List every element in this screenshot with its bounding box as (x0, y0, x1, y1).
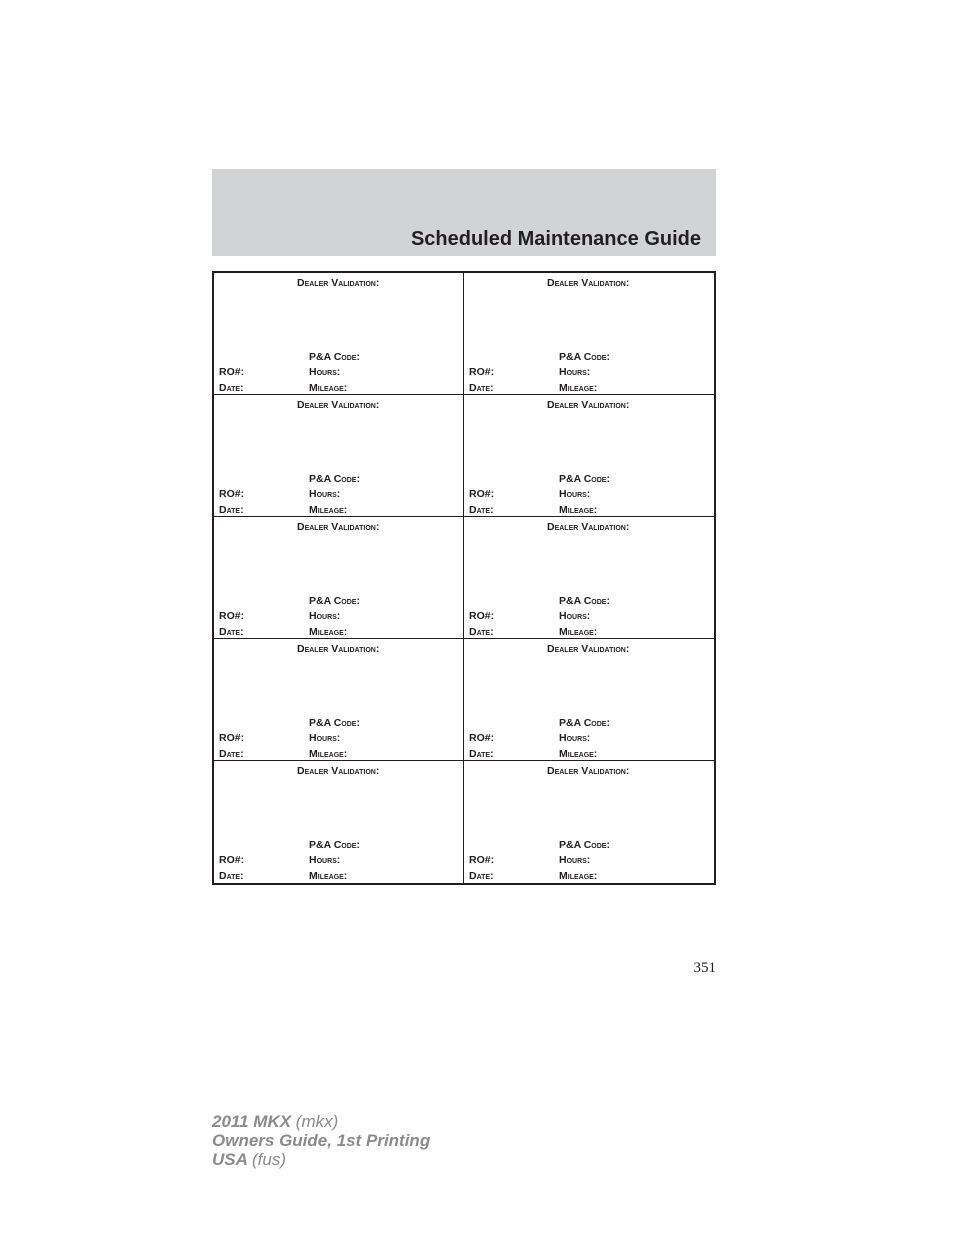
record-cell (464, 395, 714, 517)
record-cell (214, 761, 464, 883)
footer-line-1 (212, 1112, 430, 1131)
record-cell (464, 273, 714, 395)
dealer-validation-label: Dealer Validation: (547, 765, 630, 777)
pa-code-label: P&A Code: (309, 351, 360, 363)
date-label: Date: (469, 626, 494, 638)
footer-guide: Owners Guide, 1st Printing (212, 1131, 431, 1150)
footer-market: USA (212, 1150, 248, 1169)
ro-label: RO#: (219, 732, 245, 744)
dealer-validation-label: Dealer Validation: (547, 521, 630, 533)
pa-code-label: P&A Code: (309, 717, 360, 729)
date-label: Date: (469, 870, 494, 882)
pa-code-label: P&A Code: (559, 595, 610, 607)
pa-code-label: P&A Code: (309, 473, 360, 485)
mileage-label: Mileage: (559, 748, 598, 760)
pa-code-label: P&A Code: (559, 473, 610, 485)
mileage-label: Mileage: (309, 626, 348, 638)
record-cell (214, 273, 464, 395)
page-number: 351 (693, 960, 716, 976)
dealer-validation-label: Dealer Validation: (297, 765, 380, 777)
pa-code-label: P&A Code: (559, 351, 610, 363)
mileage-label: Mileage: (559, 626, 598, 638)
footer-model: 2011 MKX (212, 1112, 292, 1131)
date-label: Date: (219, 748, 244, 760)
date-label: Date: (469, 504, 494, 516)
hours-label: Hours: (559, 366, 591, 378)
dealer-validation-label: Dealer Validation: (297, 643, 380, 655)
hours-label: Hours: (309, 488, 341, 500)
pa-code-label: P&A Code: (559, 717, 610, 729)
maintenance-record-grid (212, 271, 716, 885)
date-label: Date: (219, 870, 244, 882)
hours-label: Hours: (309, 366, 341, 378)
mileage-label: Mileage: (309, 382, 348, 394)
record-cell (464, 517, 714, 639)
mileage-label: Mileage: (309, 748, 348, 760)
date-label: Date: (469, 748, 494, 760)
header-band (212, 169, 716, 256)
footer-market-code: (fus) (252, 1150, 286, 1169)
dealer-validation-label: Dealer Validation: (297, 277, 380, 289)
mileage-label: Mileage: (559, 870, 598, 882)
hours-label: Hours: (309, 610, 341, 622)
mileage-label: Mileage: (309, 870, 348, 882)
date-label: Date: (219, 382, 244, 394)
ro-label: RO#: (219, 854, 245, 866)
page-title: Scheduled Maintenance Guide (410, 228, 701, 250)
dealer-validation-label: Dealer Validation: (547, 277, 630, 289)
date-label: Date: (469, 382, 494, 394)
pa-code-label: P&A Code: (309, 839, 360, 851)
dealer-validation-label: Dealer Validation: (297, 399, 380, 411)
hours-label: Hours: (309, 732, 341, 744)
ro-label: RO#: (469, 488, 495, 500)
footer (212, 1112, 430, 1169)
record-cell (464, 761, 714, 883)
hours-label: Hours: (309, 854, 341, 866)
mileage-label: Mileage: (559, 504, 598, 516)
ro-label: RO#: (469, 366, 495, 378)
date-label: Date: (219, 504, 244, 516)
record-cell (214, 395, 464, 517)
ro-label: RO#: (219, 488, 245, 500)
hours-label: Hours: (559, 488, 591, 500)
ro-label: RO#: (469, 610, 495, 622)
date-label: Date: (219, 626, 244, 638)
record-cell (214, 517, 464, 639)
hours-label: Hours: (559, 610, 591, 622)
footer-model-code: (mkx) (295, 1112, 339, 1131)
footer-line-2 (212, 1131, 430, 1150)
ro-label: RO#: (219, 366, 245, 378)
hours-label: Hours: (559, 732, 591, 744)
mileage-label: Mileage: (309, 504, 348, 516)
dealer-validation-label: Dealer Validation: (297, 521, 380, 533)
pa-code-label: P&A Code: (559, 839, 610, 851)
mileage-label: Mileage: (559, 382, 598, 394)
record-cell (214, 639, 464, 761)
record-cell (464, 639, 714, 761)
ro-label: RO#: (469, 854, 495, 866)
dealer-validation-label: Dealer Validation: (547, 643, 630, 655)
hours-label: Hours: (559, 854, 591, 866)
ro-label: RO#: (469, 732, 495, 744)
footer-line-3 (212, 1150, 430, 1169)
ro-label: RO#: (219, 610, 245, 622)
pa-code-label: P&A Code: (309, 595, 360, 607)
dealer-validation-label: Dealer Validation: (547, 399, 630, 411)
